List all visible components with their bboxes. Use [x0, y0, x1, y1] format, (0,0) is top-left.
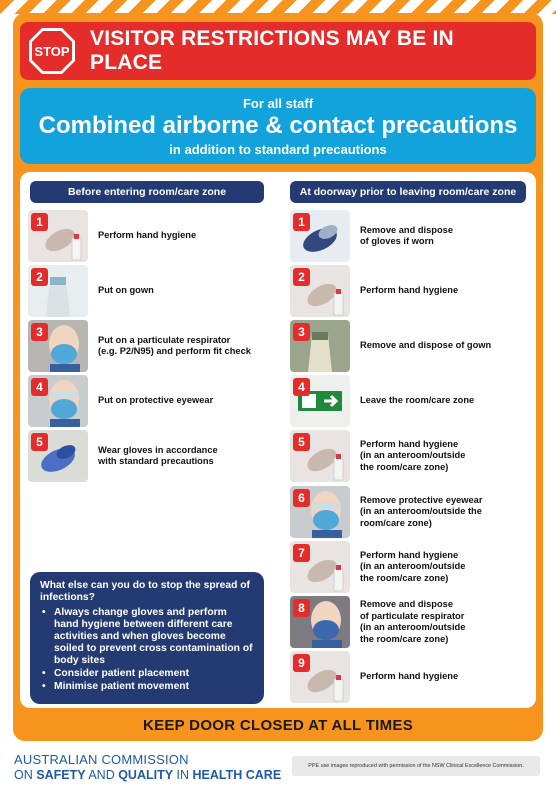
step-number-badge: 3 [293, 323, 310, 341]
stop-sign-text: STOP [34, 44, 70, 59]
after-step-2 [290, 265, 458, 317]
step-number-badge: 6 [293, 489, 310, 507]
visitor-restrictions-banner [20, 22, 536, 80]
step-text: Put on gown [98, 285, 154, 296]
after-step-image [290, 430, 350, 482]
step-number-badge: 2 [293, 268, 310, 286]
info-bullet: • Always change gloves and perform hand hygiene between different care activities and when gloves become soiled to prevent cross contamination of body sites [40, 607, 254, 667]
step-text: Perform hand hygiene [360, 671, 459, 682]
logo-line2: ON SAFETY AND QUALITY IN HEALTH CARE [14, 768, 282, 782]
info-bullet: • Consider patient placement [40, 668, 254, 680]
before-step-5 [28, 430, 218, 482]
step-number-badge: 4 [293, 378, 310, 396]
logo-line1: AUSTRALIAN COMMISSION [14, 752, 189, 767]
step-text: Wear gloves in accordance with standard precautions [98, 444, 218, 466]
before-step-3 [28, 320, 251, 372]
image-credit: PPE use images reproduced with permission of the NSW Clinical Excellence Commission. [292, 756, 540, 776]
banner-title: VISITOR RESTRICTIONS MAY BE IN PLACE [90, 27, 454, 74]
before-step-image [28, 265, 88, 317]
step-text: Remove and dispose of particulate respirator (in an anteroom/outside the room/care zone) [360, 599, 466, 644]
step-number-badge: 5 [31, 433, 48, 451]
commission-logo [14, 752, 281, 782]
step-number-badge: 5 [293, 433, 310, 451]
step-number-badge: 2 [31, 268, 48, 286]
after-step-7 [290, 541, 465, 593]
before-step-4 [28, 375, 213, 427]
after-step-image [290, 265, 350, 317]
right-column-title: At doorway prior to leaving room/care zone [290, 181, 526, 203]
step-text: Perform hand hygiene (in an anteroom/outside the room/care zone) [360, 438, 466, 472]
left-column-title: Before entering room/care zone [30, 181, 264, 203]
after-step-image [290, 541, 350, 593]
after-step-image [290, 210, 350, 262]
info-bullet-list [40, 607, 254, 693]
step-number-badge: 1 [293, 213, 310, 231]
step-text: Put on a particulate respirator (e.g. P2/N95) and perform fit check [98, 334, 251, 356]
step-number-badge: 8 [293, 599, 310, 617]
before-step-image [28, 430, 88, 482]
before-step-image [28, 375, 88, 427]
after-step-image [290, 375, 350, 427]
step-text: Perform hand hygiene [98, 230, 197, 241]
step-text: Leave the room/care zone [360, 395, 475, 406]
after-step-6 [290, 486, 482, 538]
before-step-1 [28, 210, 196, 262]
step-number-badge: 9 [293, 654, 310, 672]
info-box [30, 572, 264, 704]
step-text: Put on protective eyewear [98, 395, 214, 406]
after-step-image [290, 486, 350, 538]
step-text: Remove protective eyewear (in an anteroom/outside the room/care zone) [360, 494, 483, 528]
after-step-image [290, 596, 350, 648]
step-number-badge: 1 [31, 213, 48, 231]
heading-title: Combined airborne & contact precautions [38, 112, 518, 139]
after-step-9 [290, 651, 458, 703]
after-step-3 [290, 320, 491, 372]
before-step-2 [28, 265, 154, 317]
step-number-badge: 3 [31, 323, 48, 341]
after-step-image [290, 320, 350, 372]
step-text: Perform hand hygiene [360, 285, 459, 296]
hazard-stripe [0, 0, 556, 14]
before-step-image [28, 320, 88, 372]
after-step-image [290, 651, 350, 703]
heading-subtitle: in addition to standard precautions [169, 142, 387, 157]
keep-door-closed-notice: KEEP DOOR CLOSED AT ALL TIMES [142, 717, 414, 734]
step-text: Perform hand hygiene (in an anteroom/outside the room/care zone) [360, 549, 466, 583]
info-bullet: • Minimise patient movement [40, 681, 254, 693]
info-question: What else can you do to stop the spread of infections? [40, 580, 250, 603]
after-step-5 [290, 430, 465, 482]
step-text: Remove and dispose of gown [360, 340, 492, 351]
after-step-4 [290, 375, 474, 427]
after-step-8 [290, 596, 465, 648]
stop-sign-icon [28, 27, 76, 75]
heading-audience: For all staff [242, 96, 314, 111]
step-text: Remove and dispose of gloves if worn [360, 224, 453, 246]
step-number-badge: 4 [31, 378, 48, 396]
after-step-1 [290, 210, 453, 262]
precautions-heading [20, 88, 536, 164]
before-step-image [28, 210, 88, 262]
step-number-badge: 7 [293, 544, 310, 562]
